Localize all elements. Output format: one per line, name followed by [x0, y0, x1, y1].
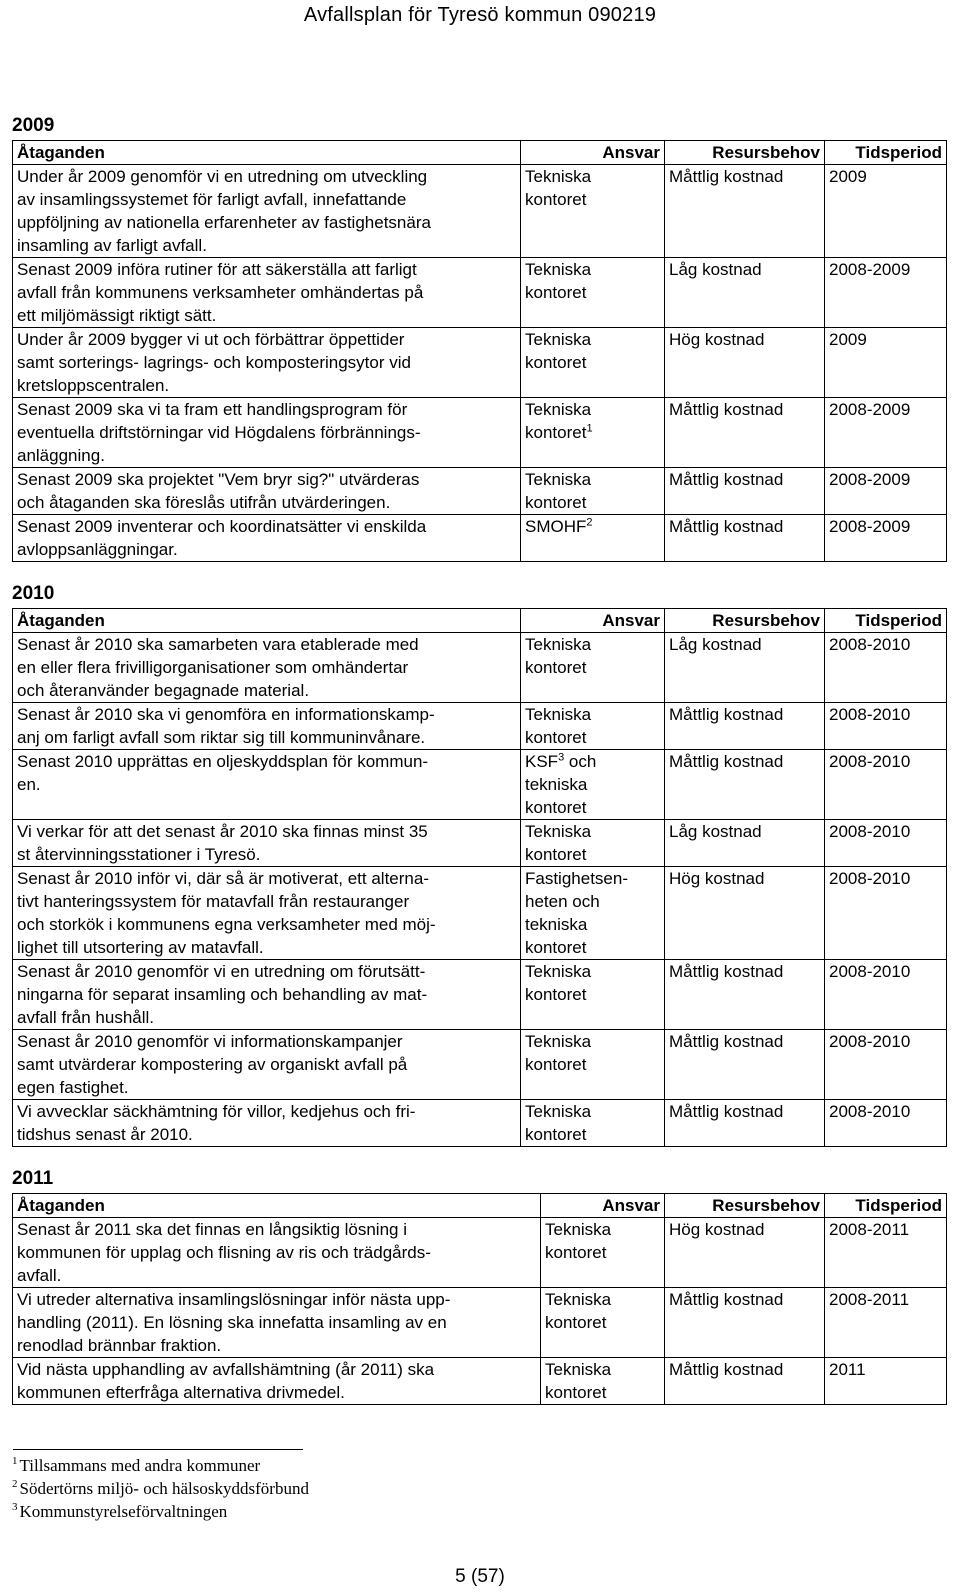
- footnotes: [12, 1454, 309, 1523]
- tidsperiod-cell: 2008-2009: [825, 468, 947, 515]
- table-row: [13, 750, 947, 820]
- ansvar-text: Tekniska kontoret: [525, 705, 592, 747]
- resursbehov-cell: Måttlig kostnad: [665, 1288, 825, 1358]
- header-resursbehov: Resursbehov: [665, 141, 825, 165]
- header-ansvar: Ansvar: [541, 1194, 665, 1218]
- ansvar-cell: [521, 1030, 665, 1100]
- tidsperiod-cell: 2009: [825, 328, 947, 398]
- ansvar-cell: [521, 820, 665, 867]
- table-row: [13, 1288, 947, 1358]
- ansvar-text: Tekniska kontoret: [525, 1032, 592, 1074]
- ansvar-cell: [541, 1218, 665, 1288]
- section-year: 2009: [12, 115, 55, 136]
- ansvar-text: Tekniska kontoret: [525, 167, 592, 209]
- atagande-cell: Senast år 2010 genomför vi en utredning om förutsätt- ningarna för separat insamling och behandling av mat- avfall från hushåll.: [13, 960, 521, 1030]
- ansvar-cell: KSF$^3$ och tekniska kontoret: [521, 750, 665, 820]
- table-header-row: [13, 1194, 947, 1218]
- ansvar-text: SMOHF: [525, 517, 587, 536]
- page-number: 5 (57): [455, 1566, 505, 1587]
- ansvar-cell: [521, 1100, 665, 1147]
- header-ansvar: Ansvar: [521, 141, 665, 165]
- ansvar-cell: [521, 398, 665, 468]
- action-table: [12, 608, 947, 1147]
- resursbehov-cell: Måttlig kostnad: [665, 515, 825, 562]
- ansvar-text: Tekniska kontoret: [545, 1220, 612, 1262]
- ansvar-text: Tekniska kontoret: [525, 635, 592, 677]
- action-table: [12, 1193, 947, 1405]
- atagande-cell: Senast år 2010 inför vi, där så är motiverat, ett alterna- tivt hanteringssystem för matavfall från restauranger och storkök i kommunens egna verksamheter med möj- lighet till utsortering av matavfall.: [13, 867, 521, 960]
- footnote-number: 2: [12, 1478, 18, 1491]
- resursbehov-cell: Låg kostnad: [665, 820, 825, 867]
- ansvar-text: Tekniska kontoret: [525, 962, 592, 1004]
- tidsperiod-cell: 2011: [825, 1358, 947, 1405]
- ansvar-cell: [521, 633, 665, 703]
- header-ataganden: Åtaganden: [13, 141, 521, 165]
- atagande-cell: Senast år 2011 ska det finnas en långsiktig lösning i kommunen för upplag och flisning av ris och trädgårds- avfall.: [13, 1218, 541, 1288]
- resursbehov-cell: Måttlig kostnad: [665, 1358, 825, 1405]
- tidsperiod-cell: 2008-2009: [825, 515, 947, 562]
- footnote-ref: 2: [586, 516, 593, 529]
- tidsperiod-cell: 2008-2011: [825, 1218, 947, 1288]
- header-tidsperiod: Tidsperiod: [825, 141, 947, 165]
- section-2011: [12, 1167, 947, 1405]
- tidsperiod-cell: 2008-2010: [825, 750, 947, 820]
- atagande-cell: Senast 2009 införa rutiner för att säkerställa att farligt avfall från kommunens verksamheter omhändertas på ett miljömässigt riktigt sätt.: [13, 258, 521, 328]
- resursbehov-cell: Måttlig kostnad: [665, 703, 825, 750]
- tidsperiod-cell: 2008-2010: [825, 820, 947, 867]
- ansvar-text: Tekniska kontoret: [525, 1102, 592, 1144]
- section-2010: [12, 582, 947, 1147]
- tidsperiod-cell: 2008-2010: [825, 703, 947, 750]
- ansvar-cell: [521, 165, 665, 258]
- tidsperiod-cell: 2008-2011: [825, 1288, 947, 1358]
- ansvar-text: Fastighetsen- heten och tekniska kontoret: [525, 869, 628, 957]
- ansvar-cell: [521, 468, 665, 515]
- resursbehov-cell: Hög kostnad: [665, 328, 825, 398]
- header-tidsperiod: Tidsperiod: [825, 609, 947, 633]
- resursbehov-cell: Låg kostnad: [665, 258, 825, 328]
- footnote-number: 3: [12, 1501, 18, 1514]
- resursbehov-cell: Måttlig kostnad: [665, 960, 825, 1030]
- table-row: [13, 1218, 947, 1288]
- footnote: [12, 1477, 309, 1500]
- atagande-cell: Senast år 2010 ska samarbeten vara etablerade med en eller flera frivilligorganisationer som omhändertar och återanvänder begagnade material.: [13, 633, 521, 703]
- footnote-text: Kommunstyrelseförvaltningen: [19, 1502, 228, 1521]
- footnote-number: 1: [12, 1455, 18, 1468]
- footnote-ref: 3: [558, 751, 565, 764]
- header-ataganden: Åtaganden: [13, 609, 521, 633]
- ansvar-text: Tekniska kontoret: [525, 400, 592, 442]
- table-row: [13, 515, 947, 562]
- tidsperiod-cell: 2008-2009: [825, 398, 947, 468]
- tidsperiod-cell: 2008-2010: [825, 633, 947, 703]
- atagande-cell: Senast 2010 upprättas en oljeskyddsplan för kommun- en.: [13, 750, 521, 820]
- table-row: [13, 867, 947, 960]
- resursbehov-cell: Måttlig kostnad: [665, 398, 825, 468]
- table-header-row: [13, 609, 947, 633]
- section-2009: [12, 114, 947, 562]
- resursbehov-cell: Hög kostnad: [665, 1218, 825, 1288]
- table-row: [13, 258, 947, 328]
- tidsperiod-cell: 2008-2010: [825, 867, 947, 960]
- section-year: 2011: [12, 1168, 54, 1189]
- ansvar-text: Tekniska kontoret: [525, 260, 592, 302]
- atagande-cell: Senast år 2010 genomför vi informationskampanjer samt utvärderar kompostering av organiskt avfall på egen fastighet.: [13, 1030, 521, 1100]
- ansvar-cell: [521, 960, 665, 1030]
- atagande-cell: Vid nästa upphandling av avfallshämtning (år 2011) ska kommunen efterfråga alternativa drivmedel.: [13, 1358, 541, 1405]
- ansvar-text: Tekniska kontoret: [525, 470, 592, 512]
- header-ataganden: Åtaganden: [13, 1194, 541, 1218]
- ansvar-cell: [541, 1288, 665, 1358]
- resursbehov-cell: Hög kostnad: [665, 867, 825, 960]
- footnote: [12, 1500, 309, 1523]
- section-year: 2010: [12, 583, 55, 604]
- header-resursbehov: Resursbehov: [665, 1194, 825, 1218]
- ansvar-text: Tekniska kontoret: [545, 1360, 612, 1402]
- tidsperiod-cell: 2008-2010: [825, 1100, 947, 1147]
- resursbehov-cell: Måttlig kostnad: [665, 1100, 825, 1147]
- ansvar-cell: [521, 258, 665, 328]
- table-row: [13, 960, 947, 1030]
- table-row: [13, 468, 947, 515]
- ansvar-cell: [541, 1358, 665, 1405]
- page-header: Avfallsplan för Tyresö kommun 090219: [303, 4, 657, 26]
- atagande-cell: Senast 2009 ska vi ta fram ett handlingsprogram för eventuella driftstörningar vid Högdalens förbrännings- anläggning.: [13, 398, 521, 468]
- table-row: [13, 165, 947, 258]
- resursbehov-cell: Låg kostnad: [665, 633, 825, 703]
- table-row: [13, 328, 947, 398]
- ansvar-cell: [521, 867, 665, 960]
- footnote-text: Tillsammans med andra kommuner: [19, 1456, 261, 1475]
- atagande-cell: Under år 2009 genomför vi en utredning om utveckling av insamlingssystemet för farligt avfall, innefattande uppföljning av nationella erfarenheter av fastighetsnära insamling av farligt avfall.: [13, 165, 521, 258]
- table-row: [13, 820, 947, 867]
- ansvar-cell: [521, 703, 665, 750]
- action-table: [12, 140, 947, 562]
- ansvar-text: Tekniska kontoret: [525, 330, 592, 372]
- ansvar-cell: [521, 515, 665, 562]
- resursbehov-cell: Måttlig kostnad: [665, 468, 825, 515]
- tidsperiod-cell: 2008-2010: [825, 1030, 947, 1100]
- footnote-text: Södertörns miljö- och hälsoskyddsförbund: [19, 1479, 309, 1498]
- atagande-cell: Senast 2009 ska projektet "Vem bryr sig?" utvärderas och åtaganden ska föreslås utifrån utvärderingen.: [13, 468, 521, 515]
- table-header-row: [13, 141, 947, 165]
- tidsperiod-cell: 2008-2010: [825, 960, 947, 1030]
- header-ansvar: Ansvar: [521, 609, 665, 633]
- atagande-cell: Vi utreder alternativa insamlingslösningar inför nästa upp- handling (2011). En lösning ska innefatta insamling av en renodlad brännbar fraktion.: [13, 1288, 541, 1358]
- ansvar-text: Tekniska kontoret: [545, 1290, 612, 1332]
- tidsperiod-cell: 2008-2009: [825, 258, 947, 328]
- table-row: [13, 703, 947, 750]
- header-tidsperiod: Tidsperiod: [825, 1194, 947, 1218]
- ansvar-cell: [521, 328, 665, 398]
- atagande-cell: Vi verkar för att det senast år 2010 ska finnas minst 35 st återvinningsstationer i Tyresö.: [13, 820, 521, 867]
- tidsperiod-cell: 2009: [825, 165, 947, 258]
- table-row: [13, 1030, 947, 1100]
- header-resursbehov: Resursbehov: [665, 609, 825, 633]
- resursbehov-cell: Måttlig kostnad: [665, 165, 825, 258]
- table-row: [13, 398, 947, 468]
- atagande-cell: Senast år 2010 ska vi genomföra en informationskamp- anj om farligt avfall som riktar sig till kommuninvånare.: [13, 703, 521, 750]
- atagande-cell: Under år 2009 bygger vi ut och förbättrar öppettider samt sorterings- lagrings- och komposteringsytor vid kretsloppscentralen.: [13, 328, 521, 398]
- resursbehov-cell: Måttlig kostnad: [665, 1030, 825, 1100]
- atagande-cell: Senast 2009 inventerar och koordinatsätter vi enskilda avloppsanläggningar.: [13, 515, 521, 562]
- table-row: [13, 633, 947, 703]
- ansvar-text: Tekniska kontoret: [525, 822, 592, 864]
- footnote-separator: [13, 1449, 303, 1450]
- footnote-ref: 1: [586, 422, 593, 435]
- atagande-cell: Vi avvecklar säckhämtning för villor, kedjehus och fri- tidshus senast år 2010.: [13, 1100, 521, 1147]
- footnote: [12, 1454, 309, 1477]
- table-row: [13, 1100, 947, 1147]
- resursbehov-cell: Måttlig kostnad: [665, 750, 825, 820]
- table-row: [13, 1358, 947, 1405]
